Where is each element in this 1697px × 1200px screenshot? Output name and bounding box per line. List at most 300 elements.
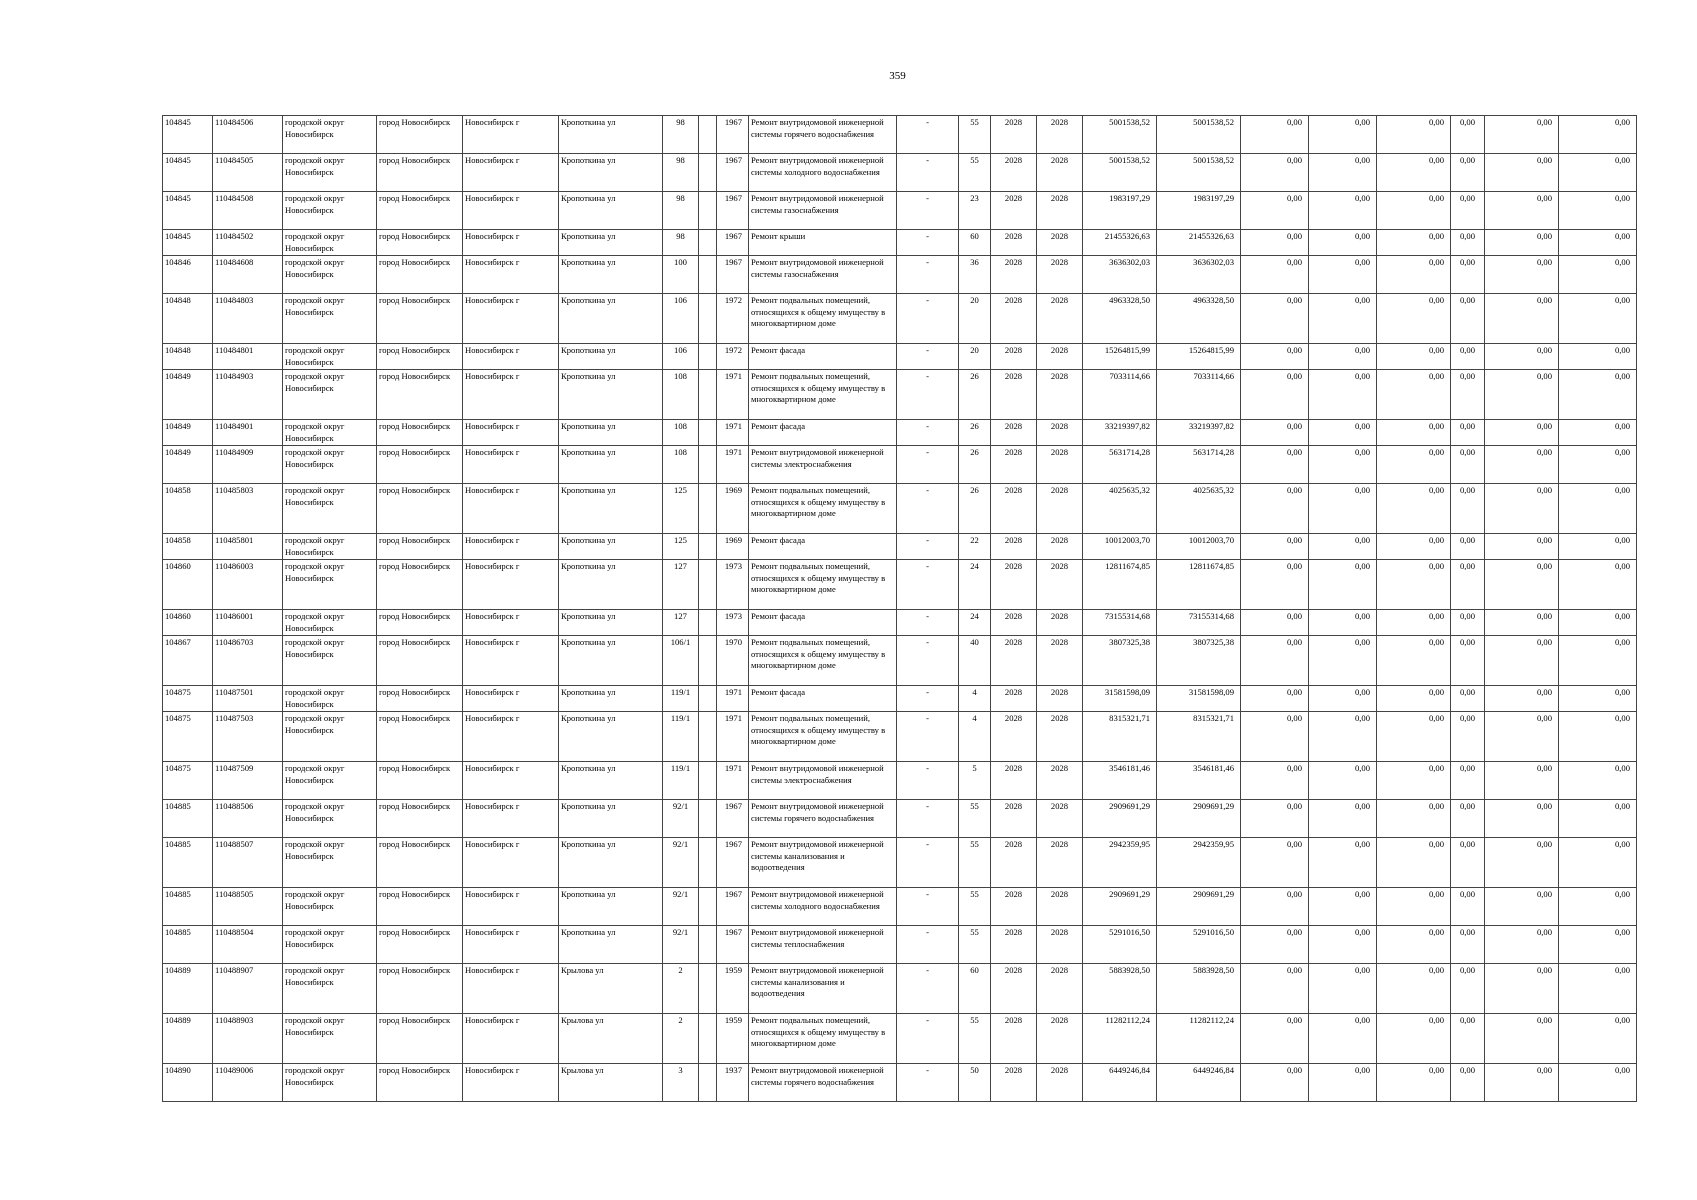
table-cell: -: [897, 420, 959, 446]
table-cell: Кропоткина ул: [559, 636, 663, 686]
table-cell: 5883928,50: [1083, 964, 1157, 1014]
table-cell: 0,00: [1451, 294, 1485, 344]
table-cell: 55: [959, 1014, 991, 1064]
table-cell: 60: [959, 964, 991, 1014]
table-cell: 0,00: [1377, 686, 1451, 712]
table-cell: [699, 154, 717, 192]
table-cell: 0,00: [1377, 446, 1451, 484]
table-cell: 106/1: [663, 636, 699, 686]
table-cell: 2028: [1037, 344, 1083, 370]
table-cell: [699, 484, 717, 534]
table-cell: Кропоткина ул: [559, 294, 663, 344]
table-cell: 2909691,29: [1083, 888, 1157, 926]
table-cell: 12811674,85: [1083, 560, 1157, 610]
table-cell: 1967: [717, 116, 749, 154]
table-cell: 104849: [163, 446, 213, 484]
table-row: [163, 534, 1637, 560]
table-cell: Кропоткина ул: [559, 230, 663, 256]
table-cell: 110488505: [213, 888, 283, 926]
table-cell: 1971: [717, 712, 749, 762]
table-cell: Кропоткина ул: [559, 154, 663, 192]
table-cell: 0,00: [1451, 192, 1485, 230]
table-cell: 0,00: [1451, 370, 1485, 420]
table-cell: 1973: [717, 610, 749, 636]
table-cell: 0,00: [1241, 344, 1309, 370]
table-cell: [699, 192, 717, 230]
table-cell: 0,00: [1241, 484, 1309, 534]
table-cell: Крылова ул: [559, 964, 663, 1014]
table-cell: 4: [959, 686, 991, 712]
table-cell: город Новосибирск: [377, 762, 463, 800]
table-cell: 0,00: [1559, 370, 1637, 420]
table-cell: -: [897, 116, 959, 154]
table-cell: 0,00: [1559, 686, 1637, 712]
table-cell: 5883928,50: [1157, 964, 1241, 1014]
table-cell: 104885: [163, 888, 213, 926]
table-cell: 104875: [163, 712, 213, 762]
table-cell: 6449246,84: [1157, 1064, 1241, 1102]
table-cell: 1967: [717, 192, 749, 230]
table-cell: 110484903: [213, 370, 283, 420]
table-cell: Новосибирск г: [463, 420, 559, 446]
table-cell: 0,00: [1451, 1064, 1485, 1102]
table-cell: 0,00: [1309, 484, 1377, 534]
table-cell: 0,00: [1377, 888, 1451, 926]
page-number: 359: [889, 70, 906, 82]
table-cell: Новосибирск г: [463, 1064, 559, 1102]
table-cell: 104858: [163, 484, 213, 534]
table-cell: 2028: [991, 294, 1037, 344]
table-cell: 20: [959, 294, 991, 344]
table-cell: -: [897, 712, 959, 762]
table-cell: 0,00: [1309, 230, 1377, 256]
table-cell: городской округ Новосибирск: [283, 888, 377, 926]
table-cell: 0,00: [1241, 116, 1309, 154]
table-cell: 0,00: [1309, 370, 1377, 420]
table-cell: 5001538,52: [1083, 116, 1157, 154]
table-cell: 104848: [163, 344, 213, 370]
table-cell: 0,00: [1485, 610, 1559, 636]
table-cell: [699, 116, 717, 154]
table-cell: Новосибирск г: [463, 888, 559, 926]
table-cell: 31581598,09: [1083, 686, 1157, 712]
table-cell: 60: [959, 230, 991, 256]
table-cell: 98: [663, 116, 699, 154]
table-cell: 2028: [1037, 800, 1083, 838]
table-cell: 0,00: [1559, 154, 1637, 192]
table-cell: город Новосибирск: [377, 192, 463, 230]
table-cell: 0,00: [1241, 192, 1309, 230]
table-cell: 0,00: [1559, 484, 1637, 534]
table-cell: 110484803: [213, 294, 283, 344]
table-cell: 0,00: [1451, 686, 1485, 712]
table-cell: 0,00: [1377, 294, 1451, 344]
table-cell: 0,00: [1451, 344, 1485, 370]
table-cell: [699, 534, 717, 560]
table-cell: город Новосибирск: [377, 636, 463, 686]
table-cell: 55: [959, 926, 991, 964]
table-cell: 2028: [991, 686, 1037, 712]
table-cell: 2028: [1037, 610, 1083, 636]
table-cell: -: [897, 446, 959, 484]
table-cell: 0,00: [1559, 610, 1637, 636]
table-cell: Ремонт фасада: [749, 534, 897, 560]
table-cell: 108: [663, 446, 699, 484]
table-cell: Кропоткина ул: [559, 762, 663, 800]
table-cell: 110487509: [213, 762, 283, 800]
table-cell: Новосибирск г: [463, 446, 559, 484]
table-cell: Новосибирск г: [463, 762, 559, 800]
table-cell: 1971: [717, 762, 749, 800]
table-cell: 0,00: [1309, 1014, 1377, 1064]
table-cell: 2909691,29: [1157, 888, 1241, 926]
table-cell: 5001538,52: [1157, 154, 1241, 192]
table-cell: -: [897, 344, 959, 370]
table-cell: 0,00: [1559, 116, 1637, 154]
table-cell: 2028: [1037, 762, 1083, 800]
table-cell: Кропоткина ул: [559, 446, 663, 484]
table-cell: Новосибирск г: [463, 154, 559, 192]
table-row: [163, 192, 1637, 230]
table-cell: 6449246,84: [1083, 1064, 1157, 1102]
table-cell: Кропоткина ул: [559, 420, 663, 446]
table-cell: 0,00: [1377, 230, 1451, 256]
table-cell: 4025635,32: [1083, 484, 1157, 534]
table-cell: 2942359,95: [1157, 838, 1241, 888]
table-cell: 5001538,52: [1157, 116, 1241, 154]
table-cell: Новосибирск г: [463, 484, 559, 534]
table-cell: 3807325,38: [1157, 636, 1241, 686]
table-cell: 1971: [717, 686, 749, 712]
table-cell: Ремонт фасада: [749, 686, 897, 712]
table-cell: Кропоткина ул: [559, 370, 663, 420]
table-cell: 0,00: [1241, 420, 1309, 446]
table-row: [163, 800, 1637, 838]
table-cell: 0,00: [1241, 838, 1309, 888]
table-cell: город Новосибирск: [377, 1014, 463, 1064]
table-cell: -: [897, 256, 959, 294]
table-cell: Ремонт фасада: [749, 344, 897, 370]
table-cell: 0,00: [1485, 926, 1559, 964]
table-cell: 40: [959, 636, 991, 686]
table-cell: Ремонт внутридомовой инженерной системы канализования и водоотведения: [749, 964, 897, 1014]
table-cell: Кропоткина ул: [559, 926, 663, 964]
table-cell: Новосибирск г: [463, 636, 559, 686]
table-cell: 110488903: [213, 1014, 283, 1064]
table-cell: 0,00: [1451, 560, 1485, 610]
table-cell: 2028: [991, 256, 1037, 294]
table-cell: 2028: [991, 800, 1037, 838]
table-cell: 0,00: [1485, 192, 1559, 230]
table-cell: 0,00: [1451, 888, 1485, 926]
table-cell: 1959: [717, 1014, 749, 1064]
table-cell: 0,00: [1377, 800, 1451, 838]
table-cell: Ремонт внутридомовой инженерной системы газоснабжения: [749, 192, 897, 230]
table-cell: 2028: [1037, 838, 1083, 888]
table-cell: 104845: [163, 116, 213, 154]
table-cell: Ремонт подвальных помещений, относящихся к общему имуществу в многоквартирном доме: [749, 1014, 897, 1064]
table-cell: 0,00: [1451, 610, 1485, 636]
table-cell: городской округ Новосибирск: [283, 116, 377, 154]
table-cell: городской округ Новосибирск: [283, 1014, 377, 1064]
table-cell: 2028: [1037, 230, 1083, 256]
table-cell: Ремонт подвальных помещений, относящихся к общему имуществу в многоквартирном доме: [749, 484, 897, 534]
table-cell: 73155314,68: [1157, 610, 1241, 636]
table-cell: 2028: [991, 534, 1037, 560]
table-cell: 0,00: [1451, 256, 1485, 294]
table-cell: Ремонт внутридомовой инженерной системы горячего водоснабжения: [749, 800, 897, 838]
table-cell: 125: [663, 534, 699, 560]
table-cell: 1983197,29: [1083, 192, 1157, 230]
table-cell: 110484505: [213, 154, 283, 192]
table-cell: город Новосибирск: [377, 154, 463, 192]
table-cell: 127: [663, 610, 699, 636]
table-cell: 2028: [1037, 370, 1083, 420]
table-row: [163, 610, 1637, 636]
table-cell: Ремонт внутридомовой инженерной системы электроснабжения: [749, 762, 897, 800]
table-cell: 104867: [163, 636, 213, 686]
table-row: [163, 712, 1637, 762]
table-row: [163, 1014, 1637, 1064]
table-cell: 4025635,32: [1157, 484, 1241, 534]
table-cell: 119/1: [663, 686, 699, 712]
table-cell: 0,00: [1377, 534, 1451, 560]
table-cell: 0,00: [1559, 838, 1637, 888]
table-cell: Новосибирск г: [463, 964, 559, 1014]
table-cell: 7033114,66: [1083, 370, 1157, 420]
table-cell: 0,00: [1241, 1064, 1309, 1102]
table-cell: 2028: [1037, 926, 1083, 964]
table-cell: 0,00: [1309, 534, 1377, 560]
table-cell: [699, 420, 717, 446]
table-cell: городской округ Новосибирск: [283, 534, 377, 560]
table-cell: 0,00: [1377, 256, 1451, 294]
table-cell: Ремонт крыши: [749, 230, 897, 256]
table-cell: [699, 560, 717, 610]
table-cell: 0,00: [1309, 192, 1377, 230]
table-cell: 0,00: [1559, 256, 1637, 294]
table-cell: 92/1: [663, 926, 699, 964]
table-cell: Кропоткина ул: [559, 686, 663, 712]
table-cell: 2028: [1037, 420, 1083, 446]
table-cell: 26: [959, 446, 991, 484]
table-cell: 0,00: [1309, 560, 1377, 610]
table-cell: город Новосибирск: [377, 888, 463, 926]
table-cell: Ремонт внутридомовой инженерной системы холодного водоснабжения: [749, 154, 897, 192]
table-cell: 92/1: [663, 888, 699, 926]
table-cell: город Новосибирск: [377, 370, 463, 420]
table-cell: Ремонт подвальных помещений, относящихся к общему имуществу в многоквартирном доме: [749, 636, 897, 686]
table-cell: [699, 636, 717, 686]
table-cell: 0,00: [1377, 1064, 1451, 1102]
table-cell: Новосибирск г: [463, 294, 559, 344]
table-cell: 0,00: [1485, 686, 1559, 712]
table-cell: [699, 446, 717, 484]
table-cell: 104858: [163, 534, 213, 560]
table-cell: городской округ Новосибирск: [283, 370, 377, 420]
table-cell: город Новосибирск: [377, 534, 463, 560]
table-cell: Кропоткина ул: [559, 116, 663, 154]
table-cell: 0,00: [1241, 256, 1309, 294]
table-cell: 104875: [163, 686, 213, 712]
table-row: [163, 926, 1637, 964]
table-cell: -: [897, 1014, 959, 1064]
table-cell: 0,00: [1485, 154, 1559, 192]
table-row: [163, 256, 1637, 294]
table-cell: 0,00: [1241, 560, 1309, 610]
table-cell: город Новосибирск: [377, 294, 463, 344]
table-cell: 0,00: [1309, 800, 1377, 838]
table-row: [163, 344, 1637, 370]
table-cell: 0,00: [1451, 712, 1485, 762]
table-cell: -: [897, 686, 959, 712]
table-cell: Ремонт фасада: [749, 420, 897, 446]
table-cell: 110484506: [213, 116, 283, 154]
table-cell: городской округ Новосибирск: [283, 636, 377, 686]
table-cell: город Новосибирск: [377, 1064, 463, 1102]
table-cell: 0,00: [1485, 370, 1559, 420]
table-cell: -: [897, 610, 959, 636]
table-cell: 0,00: [1485, 838, 1559, 888]
table-cell: 36: [959, 256, 991, 294]
table-row: [163, 294, 1637, 344]
table-cell: 0,00: [1241, 446, 1309, 484]
table-cell: 110487501: [213, 686, 283, 712]
table-cell: 2909691,29: [1083, 800, 1157, 838]
table-cell: Крылова ул: [559, 1064, 663, 1102]
table-cell: городской округ Новосибирск: [283, 154, 377, 192]
table-cell: 2: [663, 964, 699, 1014]
table-cell: 0,00: [1485, 344, 1559, 370]
table-cell: 98: [663, 230, 699, 256]
table-cell: 1972: [717, 344, 749, 370]
table-cell: 3636302,03: [1157, 256, 1241, 294]
table-cell: городской округ Новосибирск: [283, 964, 377, 1014]
table-cell: город Новосибирск: [377, 610, 463, 636]
table-cell: 110485801: [213, 534, 283, 560]
table-cell: 98: [663, 192, 699, 230]
table-cell: 104885: [163, 800, 213, 838]
table-cell: 2028: [991, 636, 1037, 686]
repair-plan-table: [162, 115, 1637, 1102]
table-cell: 0,00: [1309, 420, 1377, 446]
table-cell: Крылова ул: [559, 1014, 663, 1064]
table-cell: 3546181,46: [1083, 762, 1157, 800]
table-cell: 26: [959, 484, 991, 534]
table-cell: 104845: [163, 230, 213, 256]
table-cell: 106: [663, 344, 699, 370]
table-cell: 2028: [991, 964, 1037, 1014]
table-cell: 1967: [717, 926, 749, 964]
table-cell: 55: [959, 888, 991, 926]
table-cell: Новосибирск г: [463, 800, 559, 838]
table-cell: 1971: [717, 370, 749, 420]
table-cell: Кропоткина ул: [559, 800, 663, 838]
table-cell: 1967: [717, 838, 749, 888]
table-cell: 2028: [991, 230, 1037, 256]
table-row: [163, 420, 1637, 446]
table-cell: 55: [959, 838, 991, 888]
table-cell: 0,00: [1451, 838, 1485, 888]
table-cell: 125: [663, 484, 699, 534]
table-cell: 0,00: [1559, 344, 1637, 370]
table-cell: город Новосибирск: [377, 230, 463, 256]
table-cell: 0,00: [1451, 926, 1485, 964]
table-cell: 0,00: [1559, 420, 1637, 446]
table-cell: город Новосибирск: [377, 712, 463, 762]
table-cell: 108: [663, 420, 699, 446]
table-cell: 2942359,95: [1083, 838, 1157, 888]
table-cell: 110484909: [213, 446, 283, 484]
table-cell: Кропоткина ул: [559, 344, 663, 370]
table-cell: 0,00: [1377, 116, 1451, 154]
table-cell: 0,00: [1559, 294, 1637, 344]
table-cell: 0,00: [1451, 800, 1485, 838]
table-cell: 0,00: [1309, 838, 1377, 888]
table-cell: 4: [959, 712, 991, 762]
table-cell: 33219397,82: [1157, 420, 1241, 446]
table-cell: [699, 712, 717, 762]
table-cell: 1969: [717, 534, 749, 560]
table-cell: 0,00: [1485, 636, 1559, 686]
table-row: [163, 370, 1637, 420]
table-cell: 106: [663, 294, 699, 344]
table-cell: 0,00: [1377, 762, 1451, 800]
table-cell: 104848: [163, 294, 213, 344]
table-cell: Кропоткина ул: [559, 560, 663, 610]
table-cell: Ремонт внутридомовой инженерной системы холодного водоснабжения: [749, 888, 897, 926]
table-row: [163, 838, 1637, 888]
table-cell: -: [897, 838, 959, 888]
table-row: [163, 888, 1637, 926]
table-row: [163, 762, 1637, 800]
table-cell: 119/1: [663, 762, 699, 800]
table-cell: Новосибирск г: [463, 370, 559, 420]
table-cell: городской округ Новосибирск: [283, 686, 377, 712]
table-cell: 2028: [1037, 1064, 1083, 1102]
table-cell: 0,00: [1559, 926, 1637, 964]
table-cell: 0,00: [1559, 888, 1637, 926]
table-cell: 0,00: [1241, 926, 1309, 964]
table-cell: городской округ Новосибирск: [283, 344, 377, 370]
table-cell: 0,00: [1241, 1014, 1309, 1064]
table-cell: 98: [663, 154, 699, 192]
table-cell: 0,00: [1559, 534, 1637, 560]
table-cell: 2028: [991, 838, 1037, 888]
table-cell: 110486003: [213, 560, 283, 610]
table-cell: 4963328,50: [1083, 294, 1157, 344]
table-cell: 0,00: [1309, 762, 1377, 800]
table-cell: 73155314,68: [1083, 610, 1157, 636]
table-cell: 119/1: [663, 712, 699, 762]
table-cell: 110484608: [213, 256, 283, 294]
table-cell: 0,00: [1241, 712, 1309, 762]
table-cell: Ремонт внутридомовой инженерной системы канализования и водоотведения: [749, 838, 897, 888]
table-cell: 0,00: [1309, 686, 1377, 712]
table-cell: 0,00: [1451, 534, 1485, 560]
table-cell: 2028: [991, 762, 1037, 800]
table-cell: 104889: [163, 964, 213, 1014]
table-cell: 0,00: [1309, 446, 1377, 484]
table-cell: 2028: [991, 484, 1037, 534]
table-cell: город Новосибирск: [377, 560, 463, 610]
table-cell: 0,00: [1377, 1014, 1451, 1064]
table-cell: [699, 294, 717, 344]
table-cell: 2028: [991, 116, 1037, 154]
table-cell: 10012003,70: [1157, 534, 1241, 560]
table-cell: 0,00: [1309, 344, 1377, 370]
table-cell: Новосибирск г: [463, 534, 559, 560]
